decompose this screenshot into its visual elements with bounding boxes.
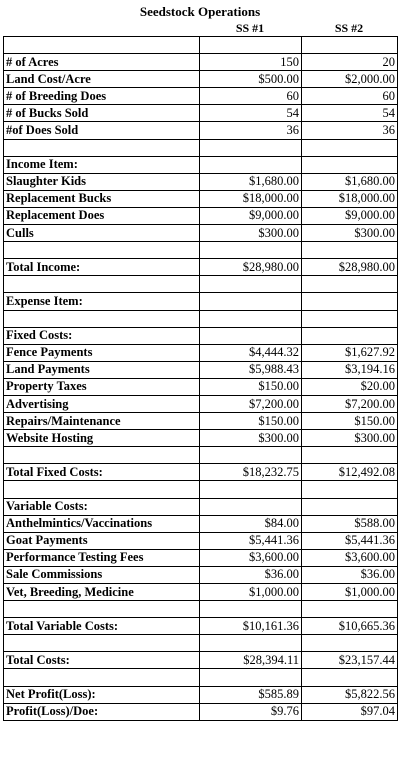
row-value-ss1: $585.89: [200, 686, 302, 703]
row-value-ss1: $5,988.43: [200, 361, 302, 378]
spreadsheet: [3, 3, 397, 721]
row-value-ss1: $84.00: [200, 515, 302, 532]
row-label: Income Item:: [4, 156, 200, 173]
row-value-ss2: [302, 139, 398, 156]
row-value-ss2: $28,980.00: [302, 259, 398, 276]
row-value-ss1: [200, 481, 302, 498]
table-row: [4, 173, 398, 190]
row-label: Total Income:: [4, 259, 200, 276]
row-label: Performance Testing Fees: [4, 549, 200, 566]
table-row: [4, 156, 398, 173]
row-value-ss1: $300.00: [200, 225, 302, 242]
row-label: Replacement Bucks: [4, 190, 200, 207]
row-value-ss2: [302, 242, 398, 259]
table-row: [4, 532, 398, 549]
table-row: [4, 139, 398, 156]
table-row: [4, 686, 398, 703]
column-header-ss1: SS #1: [235, 21, 265, 35]
table-row: [4, 242, 398, 259]
row-value-ss2: [302, 498, 398, 515]
row-value-ss1: [200, 327, 302, 344]
row-value-ss2: [302, 669, 398, 686]
row-value-ss2: 20: [302, 54, 398, 71]
table-row: [4, 584, 398, 601]
row-value-ss2: $3,194.16: [302, 361, 398, 378]
row-value-ss2: $1,680.00: [302, 173, 398, 190]
row-value-ss2: $5,822.56: [302, 686, 398, 703]
data-table: [3, 36, 398, 721]
row-label: [4, 635, 200, 652]
row-value-ss1: $9.76: [200, 703, 302, 720]
row-value-ss1: $500.00: [200, 71, 302, 88]
row-value-ss2: [302, 327, 398, 344]
row-value-ss2: $1,627.92: [302, 344, 398, 361]
table-row: [4, 395, 398, 412]
row-value-ss2: 54: [302, 105, 398, 122]
row-value-ss1: [200, 498, 302, 515]
row-value-ss1: [200, 242, 302, 259]
row-value-ss2: $300.00: [302, 225, 398, 242]
row-label: [4, 242, 200, 259]
table-row: [4, 652, 398, 669]
row-label: Profit(Loss)/Doe:: [4, 703, 200, 720]
row-label: Variable Costs:: [4, 498, 200, 515]
row-value-ss1: 36: [200, 122, 302, 139]
table-row: [4, 549, 398, 566]
row-value-ss2: $150.00: [302, 413, 398, 430]
row-value-ss1: 60: [200, 88, 302, 105]
row-value-ss1: [200, 669, 302, 686]
row-label: Expense Item:: [4, 293, 200, 310]
row-value-ss2: $1,000.00: [302, 584, 398, 601]
table-row: [4, 207, 398, 224]
sheet-title: Seedstock Operations: [139, 4, 261, 19]
row-value-ss2: [302, 310, 398, 327]
row-label: Total Costs:: [4, 652, 200, 669]
row-value-ss2: [302, 601, 398, 618]
row-label: # of Acres: [4, 54, 200, 71]
row-label: Land Cost/Acre: [4, 71, 200, 88]
row-value-ss2: $36.00: [302, 566, 398, 583]
row-label: [4, 310, 200, 327]
row-value-ss2: [302, 293, 398, 310]
row-value-ss2: $3,600.00: [302, 549, 398, 566]
row-value-ss1: 54: [200, 105, 302, 122]
row-value-ss2: 36: [302, 122, 398, 139]
table-row: [4, 464, 398, 481]
row-label: Anthelmintics/Vaccinations: [4, 515, 200, 532]
column-headers: [3, 20, 397, 36]
table-row: [4, 669, 398, 686]
row-value-ss1: [200, 310, 302, 327]
row-label: Property Taxes: [4, 378, 200, 395]
table-row: [4, 259, 398, 276]
row-value-ss1: [200, 156, 302, 173]
row-value-ss2: $97.04: [302, 703, 398, 720]
row-value-ss2: 60: [302, 88, 398, 105]
row-label: Goat Payments: [4, 532, 200, 549]
table-row: [4, 447, 398, 464]
table-row: [4, 498, 398, 515]
row-value-ss2: $2,000.00: [302, 71, 398, 88]
row-value-ss2: [302, 276, 398, 293]
row-value-ss2: $12,492.08: [302, 464, 398, 481]
row-value-ss1: [200, 139, 302, 156]
table-row: [4, 88, 398, 105]
row-value-ss1: [200, 37, 302, 54]
row-value-ss2: $9,000.00: [302, 207, 398, 224]
row-value-ss2: $20.00: [302, 378, 398, 395]
row-value-ss2: $7,200.00: [302, 395, 398, 412]
row-value-ss2: $5,441.36: [302, 532, 398, 549]
row-value-ss1: $1,000.00: [200, 584, 302, 601]
table-row: [4, 378, 398, 395]
row-value-ss1: $3,600.00: [200, 549, 302, 566]
table-row: [4, 515, 398, 532]
row-value-ss1: $5,441.36: [200, 532, 302, 549]
table-row: [4, 37, 398, 54]
row-label: [4, 37, 200, 54]
table-row: [4, 703, 398, 720]
table-row: [4, 481, 398, 498]
table-row: [4, 344, 398, 361]
row-value-ss2: [302, 447, 398, 464]
table-row: [4, 276, 398, 293]
table-row: [4, 225, 398, 242]
table-row: [4, 430, 398, 447]
row-value-ss1: $7,200.00: [200, 395, 302, 412]
row-label: Sale Commissions: [4, 566, 200, 583]
table-row: [4, 293, 398, 310]
column-header-blank: [3, 20, 199, 36]
row-label: [4, 601, 200, 618]
row-label: Repairs/Maintenance: [4, 413, 200, 430]
row-value-ss2: $300.00: [302, 430, 398, 447]
row-label: Replacement Does: [4, 207, 200, 224]
row-value-ss2: $18,000.00: [302, 190, 398, 207]
table-row: [4, 310, 398, 327]
row-value-ss1: $4,444.32: [200, 344, 302, 361]
table-row: [4, 71, 398, 88]
row-value-ss1: [200, 276, 302, 293]
row-value-ss1: [200, 293, 302, 310]
row-value-ss1: $10,161.36: [200, 618, 302, 635]
row-label: [4, 481, 200, 498]
row-value-ss2: [302, 635, 398, 652]
row-value-ss1: $1,680.00: [200, 173, 302, 190]
row-label: Fence Payments: [4, 344, 200, 361]
table-row: [4, 54, 398, 71]
row-value-ss1: $150.00: [200, 378, 302, 395]
table-row: [4, 635, 398, 652]
row-label: Total Fixed Costs:: [4, 464, 200, 481]
row-value-ss2: $588.00: [302, 515, 398, 532]
table-row: [4, 601, 398, 618]
row-label: Culls: [4, 225, 200, 242]
row-label: [4, 669, 200, 686]
row-value-ss1: $18,232.75: [200, 464, 302, 481]
row-label: # of Bucks Sold: [4, 105, 200, 122]
row-value-ss1: [200, 635, 302, 652]
table-row: [4, 566, 398, 583]
table-row: [4, 122, 398, 139]
table-row: [4, 361, 398, 378]
row-value-ss1: $18,000.00: [200, 190, 302, 207]
row-value-ss1: [200, 601, 302, 618]
row-label: # of Breeding Does: [4, 88, 200, 105]
row-label: [4, 139, 200, 156]
row-label: [4, 276, 200, 293]
row-value-ss1: $28,394.11: [200, 652, 302, 669]
row-value-ss1: $28,980.00: [200, 259, 302, 276]
row-value-ss1: $150.00: [200, 413, 302, 430]
table-row: [4, 413, 398, 430]
row-label: Slaughter Kids: [4, 173, 200, 190]
row-value-ss2: $10,665.36: [302, 618, 398, 635]
row-label: Website Hosting: [4, 430, 200, 447]
row-value-ss1: $36.00: [200, 566, 302, 583]
row-label: Vet, Breeding, Medicine: [4, 584, 200, 601]
table-row: [4, 190, 398, 207]
row-value-ss2: $23,157.44: [302, 652, 398, 669]
table-row: [4, 618, 398, 635]
table-row: [4, 327, 398, 344]
row-value-ss2: [302, 481, 398, 498]
row-label: [4, 447, 200, 464]
row-label: Total Variable Costs:: [4, 618, 200, 635]
row-label: Net Profit(Loss):: [4, 686, 200, 703]
row-value-ss1: 150: [200, 54, 302, 71]
row-value-ss1: $9,000.00: [200, 207, 302, 224]
row-value-ss1: [200, 447, 302, 464]
row-label: Advertising: [4, 395, 200, 412]
row-value-ss2: [302, 156, 398, 173]
row-label: Fixed Costs:: [4, 327, 200, 344]
row-label: Land Payments: [4, 361, 200, 378]
row-label: #of Does Sold: [4, 122, 200, 139]
column-header-ss2: SS #2: [334, 21, 364, 35]
row-value-ss1: $300.00: [200, 430, 302, 447]
row-value-ss2: [302, 37, 398, 54]
table-row: [4, 105, 398, 122]
